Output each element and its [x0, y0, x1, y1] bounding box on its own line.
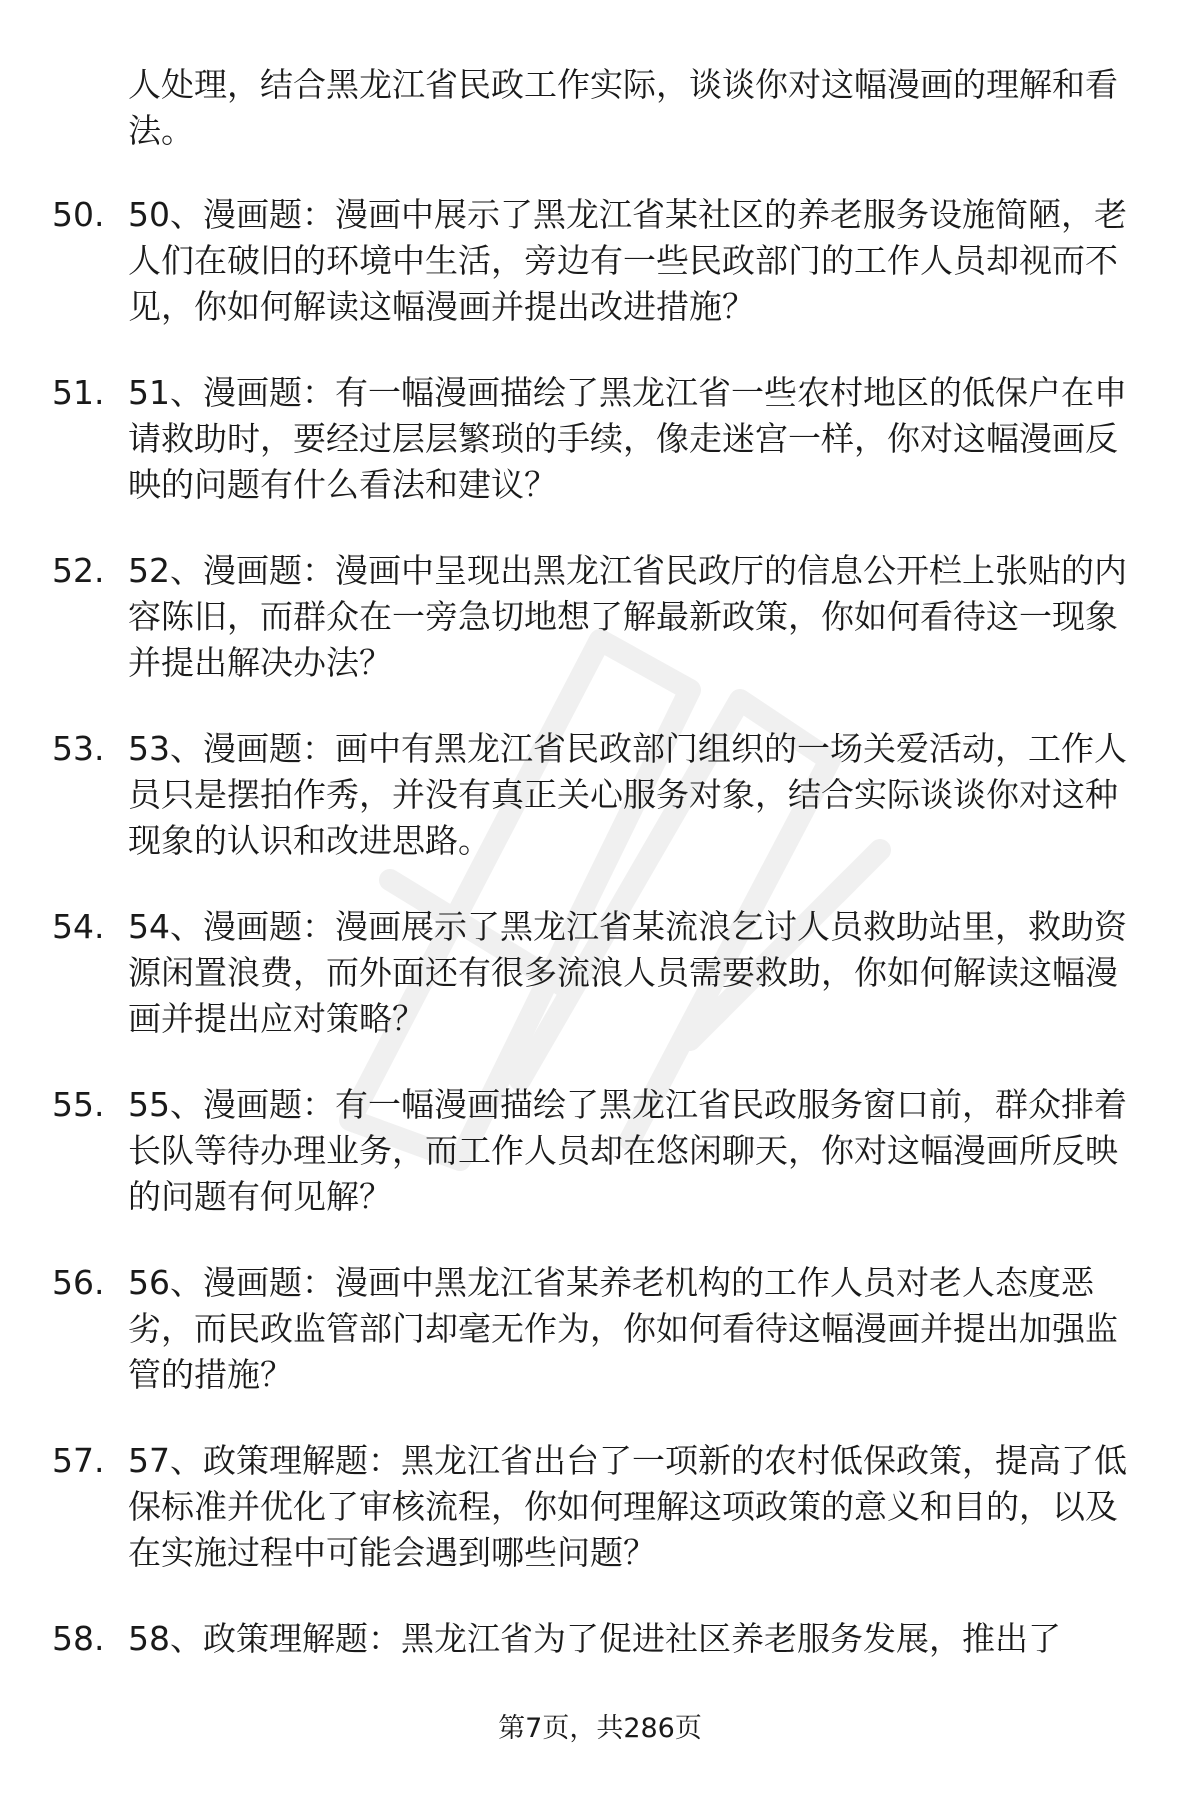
list-item: [0, 904, 1200, 1082]
question-number: 51.: [52, 373, 105, 412]
question-number: 52.: [52, 551, 105, 590]
list-item: [0, 370, 1200, 548]
page-footer: 第7页，共286页: [498, 1713, 702, 1744]
question-number: 50.: [52, 195, 105, 234]
list-item: [0, 1438, 1200, 1616]
question-number: 57.: [52, 1441, 105, 1480]
question-text: 50、漫画题：漫画中展示了黑龙江省某社区的养老服务设施简陋，老人们在破旧的环境中生活，旁边有一些民政部门的工作人员却视而不见，你如何解读这幅漫画并提出改进措施？: [128, 195, 1127, 326]
list-item: [0, 192, 1200, 370]
list-item: [0, 1616, 1200, 1794]
question-number: 53.: [52, 729, 105, 768]
question-text: 54、漫画题：漫画展示了黑龙江省某流浪乞讨人员救助站里，救助资源闲置浪费，而外面还有很多流浪人员需要救助，你如何解读这幅漫画并提出应对策略？: [128, 907, 1127, 1038]
list-item: [0, 726, 1200, 904]
question-number: 54.: [52, 907, 105, 946]
continuation-text: 人处理，结合黑龙江省民政工作实际，谈谈你对这幅漫画的理解和看法。: [128, 65, 1118, 150]
question-text: 58、政策理解题：黑龙江省为了促进社区养老服务发展，推出了: [128, 1619, 1061, 1658]
question-text: 57、政策理解题：黑龙江省出台了一项新的农村低保政策，提高了低保标准并优化了审核流程，你如何理解这项政策的意义和目的，以及在实施过程中可能会遇到哪些问题？: [128, 1441, 1127, 1572]
question-text: 52、漫画题：漫画中呈现出黑龙江省民政厅的信息公开栏上张贴的内容陈旧，而群众在一旁急切地想了解最新政策，你如何看待这一现象并提出解决办法？: [128, 551, 1127, 682]
question-number: 55.: [52, 1085, 105, 1124]
list-item: [0, 1260, 1200, 1438]
question-text: 56、漫画题：漫画中黑龙江省某养老机构的工作人员对老人态度恶劣，而民政监管部门却毫无作为，你如何看待这幅漫画并提出加强监管的措施？: [128, 1263, 1118, 1394]
question-text: 51、漫画题：有一幅漫画描绘了黑龙江省一些农村地区的低保户在申请救助时，要经过层层繁琐的手续，像走迷宫一样，你对这幅漫画反映的问题有什么看法和建议？: [128, 373, 1127, 504]
question-number: 58.: [52, 1619, 105, 1658]
question-text: 55、漫画题：有一幅漫画描绘了黑龙江省民政服务窗口前，群众排着长队等待办理业务，而工作人员却在悠闲聊天，你对这幅漫画所反映的问题有何见解？: [128, 1085, 1127, 1216]
list-item: [0, 548, 1200, 726]
question-list: [0, 192, 1200, 1794]
list-item: [0, 1082, 1200, 1260]
question-text: 53、漫画题：画中有黑龙江省民政部门组织的一场关爱活动，工作人员只是摆拍作秀，并没有真正关心服务对象，结合实际谈谈你对这种现象的认识和改进思路。: [128, 729, 1127, 860]
question-number: 56.: [52, 1263, 105, 1302]
